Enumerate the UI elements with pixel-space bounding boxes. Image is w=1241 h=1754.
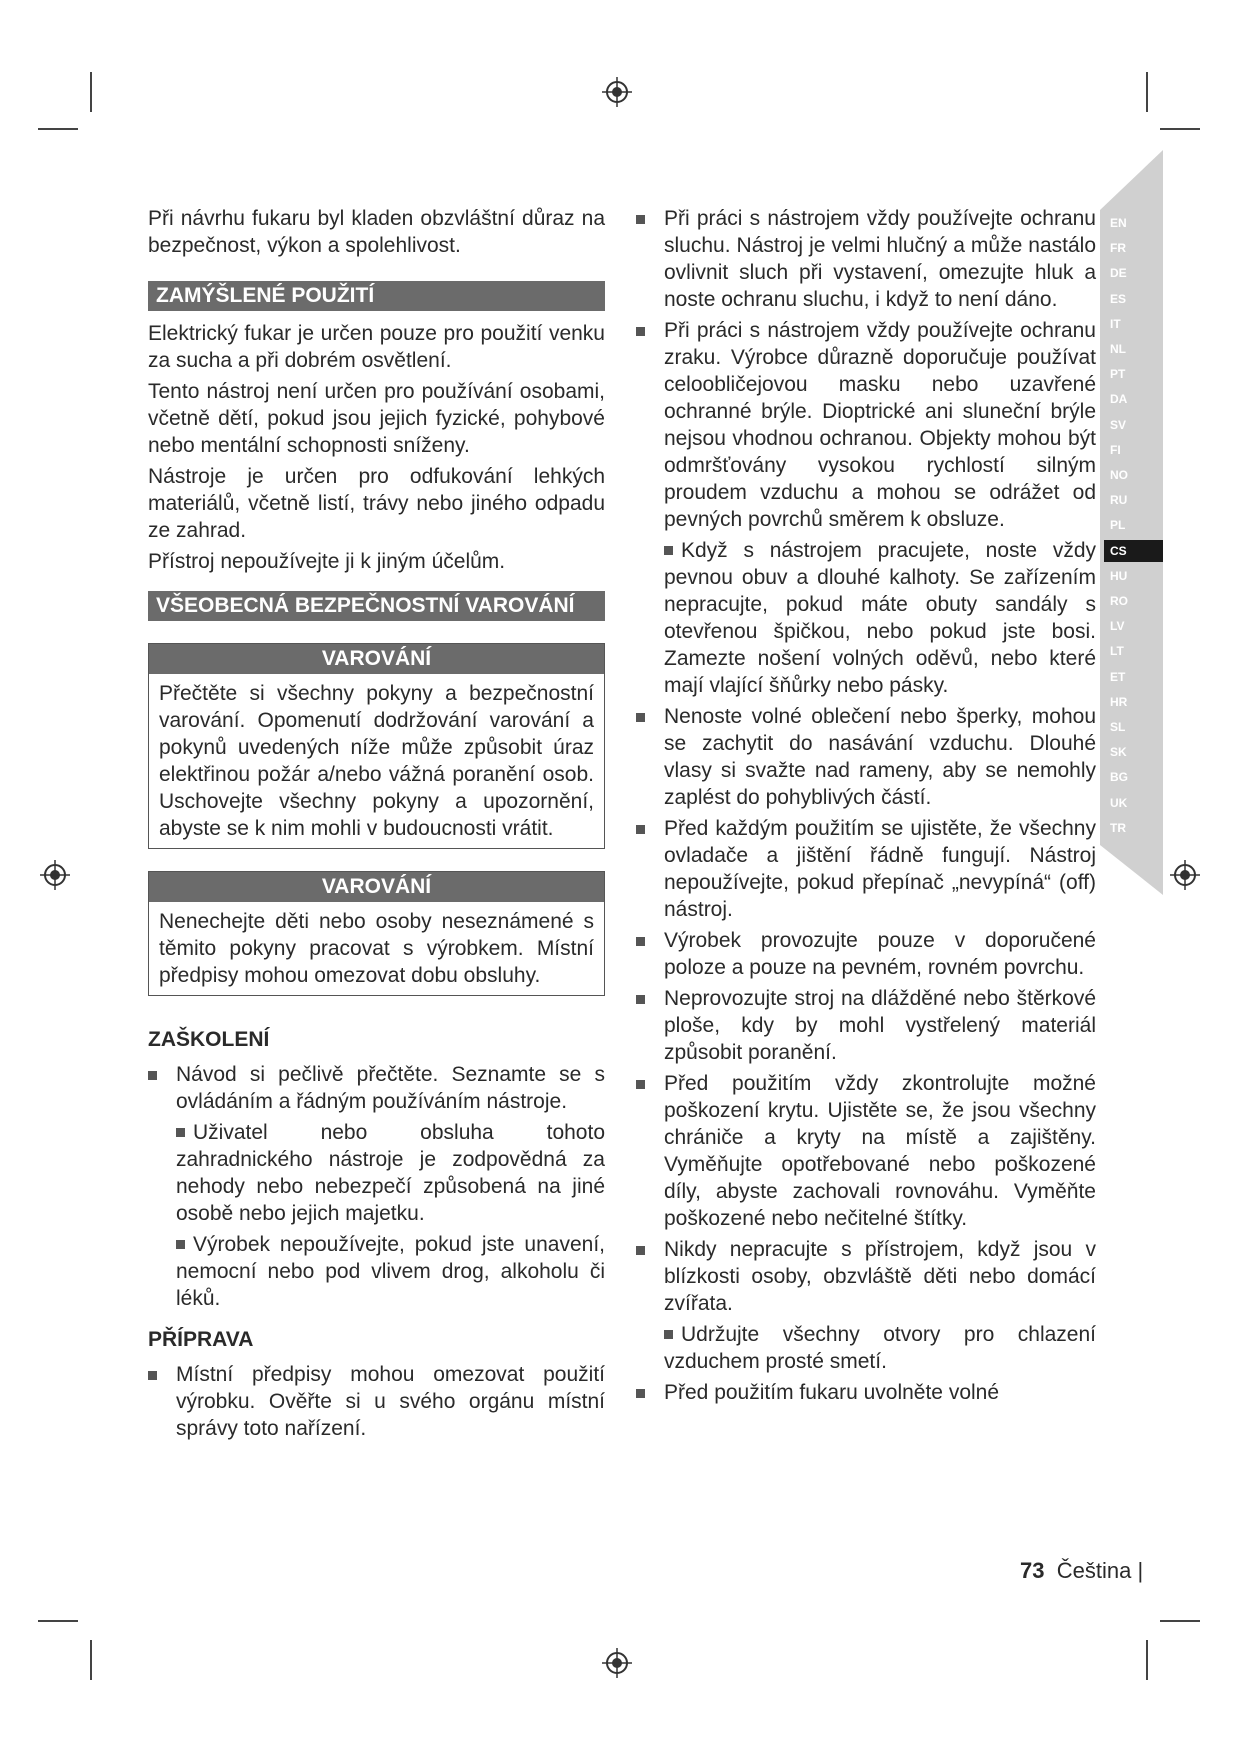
language-tab-ro[interactable]: RO (1110, 594, 1128, 608)
section-heading-training: ZAŠKOLENÍ (148, 1028, 270, 1051)
section-heading-preparation: PŘÍPRAVA (148, 1328, 254, 1351)
language-tab-sk[interactable]: SK (1110, 745, 1127, 760)
page-number: 73 (1020, 1558, 1045, 1583)
list-item: Při práci s nástrojem vždy používejte ochranu sluchu. Nástroj je velmi hlučný a může nastálo ovlivnit sluch při vystavení, omezujte hluk a noste ochranu sluchu, i když to není dáno. (636, 205, 1096, 313)
warning-box (148, 643, 605, 849)
language-tab-fi[interactable]: FI (1110, 442, 1121, 457)
list-item: Nikdy nepracujte s přístrojem, když jsou v blízkosti osoby, obzvláště děti nebo domácí zvířata. (636, 1236, 1096, 1317)
bullet-icon (636, 327, 645, 336)
crop-mark (38, 1620, 78, 1622)
list-item: Před použitím vždy zkontrolujte možné poškození krytu. Ujistěte se, že jsou všechny chrániče a kryty na místě a zajištěny. Vyměňujte opotřebované nebo poškozené díly, abyste zachovali rovnováhu. Vyměňte poškozené nebo nečitelné štítky. (636, 1070, 1096, 1232)
crop-mark (90, 1640, 92, 1680)
warning-text: Přečtěte si všechny pokyny a bezpečnostní varování. Opomenutí dodržování varování a pokynů uvedených níže může způsobit úraz elektřinou požár a/nebo vážná poranění osob. Uschovejte všechny pokyny a upozornění, abyste se k nim mohli v budoucnosti vrátit. (159, 682, 594, 840)
section-heading-general-safety: VŠEOBECNÁ BEZPEČNOSTNÍ VAROVÁNÍ (148, 591, 605, 621)
language-tab-bg[interactable]: BG (1110, 770, 1128, 785)
list-item: Když s nástrojem pracujete, noste vždy pevnou obuv a dlouhé kalhoty. Se zařízením nepracujte, pokud máte obuty sandály s otevřenou špičkou, nebo pokud jste bosi. Zamezte nošení volných oděvů, nebo které mají vlající šňůrky nebo pásky. (664, 539, 1096, 697)
language-tab-es[interactable]: ES (1110, 291, 1127, 306)
list-item: Před každým použitím se ujistěte, že všechny ovladače a jištění řádně fungují. Nástroj nepoužívejte, pokud přepínač „nevypíná“ (off) nástroj. (636, 815, 1096, 923)
language-tab-pl[interactable]: PL (1110, 518, 1126, 533)
language-tab-sv[interactable]: SV (1110, 417, 1127, 432)
language-tab-no[interactable]: NO (1110, 468, 1128, 482)
list-item: Nenoste volné oblečení nebo šperky, mohou se zachytit do nasávání vzduchu. Dlouhé vlasy si svažte nad rameny, aby se nemohly zaplést do pohyblivých částí. (636, 703, 1096, 811)
list-item: Udržujte všechny otvory pro chlazení vzduchem prosté smetí. (664, 1323, 1096, 1373)
paragraph: Nástroje je určen pro odfukování lehkých materiálů, včetně listí, trávy nebo jiného odpadu ze zahrad. (148, 465, 605, 542)
list-item: Neprovozujte stroj na dlážděné nebo štěrkové ploše, kdy by mohl vystřelený materiál způsobit poranění. (636, 985, 1096, 1066)
bullet-icon (664, 546, 673, 555)
bullet-icon (636, 1389, 645, 1398)
intro-paragraph: Při návrhu fukaru byl kladen obzvláštní důraz na bezpečnost, výkon a spolehlivost. (148, 207, 605, 257)
language-tab-hu[interactable]: HU (1110, 568, 1128, 583)
language-tab-cs[interactable]: CS (1104, 540, 1163, 562)
language-tab-nl[interactable]: NL (1110, 342, 1126, 356)
language-tab-lv[interactable]: LV (1110, 619, 1125, 634)
bullet-icon (636, 825, 645, 834)
crop-mark (1160, 128, 1200, 130)
bullet-icon (148, 1371, 157, 1380)
language-tab-uk[interactable]: UK (1110, 795, 1128, 810)
crop-mark (1160, 1620, 1200, 1622)
warning-text: Nenechejte děti nebo osoby neseznámené s těmito pokyny pracovat s výrobkem. Místní předpisy mohou omezovat dobu obsluhy. (159, 910, 594, 987)
section-heading-intended-use: ZAMÝŠLENÉ POUŽITÍ (148, 281, 605, 311)
bullet-icon (636, 995, 645, 1004)
paragraph: Tento nástroj není určen pro používání osobami, včetně dětí, pokud jsou jejich fyzické, pohybové nebo mentální schopnosti sníženy. (148, 380, 605, 457)
paragraph: Elektrický fukar je určen pouze pro použití venku za sucha a při dobrém osvětlení. (148, 322, 605, 372)
bullet-icon (664, 1330, 673, 1339)
registration-mark-icon (602, 77, 632, 107)
list-item: Při práci s nástrojem vždy používejte ochranu zraku. Výrobce důrazně doporučuje používat celoobličejovou masku nebo uzavřené ochranné brýle. Dioptrické ani sluneční brýle nejsou vhodnou ochranou. Objekty mohou být odmršťovány vysokou rychlostí silným proudem vzduchu a mohou se odrážet od pevných povrchů směrem k obsluze. (636, 317, 1096, 533)
list-item: Před použitím fukaru uvolněte volné (636, 1379, 1096, 1406)
right-column (636, 205, 1096, 1410)
language-tab-it[interactable]: IT (1110, 316, 1121, 331)
bullet-icon (636, 1246, 645, 1255)
bullet-icon (176, 1240, 185, 1249)
language-tab-en[interactable]: EN (1110, 216, 1127, 230)
page-footer (1020, 1558, 1143, 1584)
bullet-icon (636, 937, 645, 946)
language-tab-fr[interactable]: FR (1110, 241, 1126, 256)
bullet-icon (636, 713, 645, 722)
list-item: Uživatel nebo obsluha tohoto zahradnického nástroje je zodpovědná za nehody nebo nebezpečí způsobená na jiné osobě nebo jejich majetku. (176, 1121, 605, 1225)
bullet-icon (636, 1080, 645, 1089)
list-item: Výrobek nepoužívejte, pokud jste unavení, nemocní nebo pod vlivem drog, alkoholu či léků. (176, 1233, 605, 1310)
bullet-icon (148, 1071, 157, 1080)
crop-mark (1146, 1640, 1148, 1680)
registration-mark-icon (40, 860, 70, 890)
footer-separator: | (1137, 1558, 1144, 1583)
language-tab-ru[interactable]: RU (1110, 493, 1128, 508)
warning-box (148, 871, 605, 996)
crop-mark (1146, 72, 1148, 112)
page-language: Čeština (1056, 1558, 1132, 1583)
warning-title: VAROVÁNÍ (149, 872, 604, 902)
language-tab-sl[interactable]: SL (1110, 720, 1126, 734)
language-tab-tr[interactable]: TR (1110, 820, 1126, 835)
crop-mark (90, 72, 92, 112)
warning-title: VAROVÁNÍ (149, 644, 604, 674)
left-column (148, 205, 605, 1446)
registration-mark-icon (602, 1648, 632, 1678)
bullet-icon (636, 215, 645, 224)
language-tab-hr[interactable]: HR (1110, 694, 1128, 709)
language-tab-lt[interactable]: LT (1110, 644, 1124, 659)
list-item: Výrobek provozujte pouze v doporučené poloze a pouze na pevném, rovném povrchu. (636, 927, 1096, 981)
language-tab-da[interactable]: DA (1110, 392, 1128, 407)
crop-mark (38, 128, 78, 130)
language-tab-pt[interactable]: PT (1110, 367, 1126, 382)
paragraph: Přístroj nepoužívejte ji k jiným účelům. (148, 550, 506, 573)
language-tab-et[interactable]: ET (1110, 669, 1126, 684)
registration-mark-icon (1170, 860, 1200, 890)
list-item: Návod si pečlivě přečtěte. Seznamte se s ovládáním a řádným používáním nástroje. (148, 1061, 605, 1115)
bullet-icon (176, 1128, 185, 1137)
list-item: Místní předpisy mohou omezovat použití výrobku. Ověřte si u svého orgánu místní správy toto nařízení. (148, 1361, 605, 1442)
language-tab-de[interactable]: DE (1110, 266, 1127, 281)
